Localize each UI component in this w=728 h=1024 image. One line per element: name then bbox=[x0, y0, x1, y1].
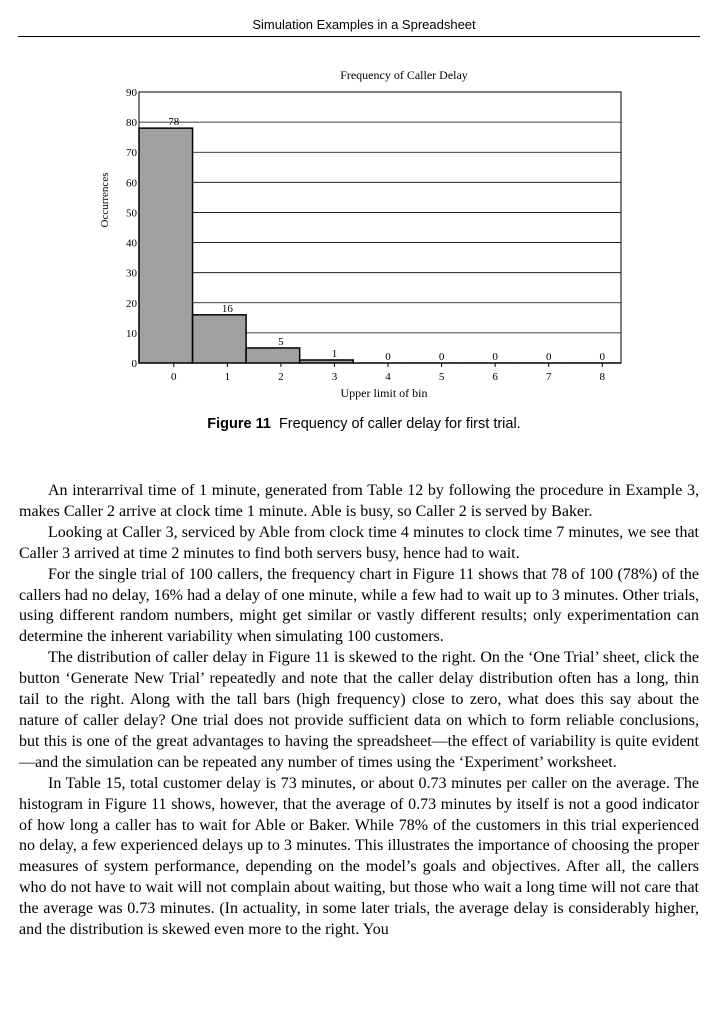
x-axis-label: Upper limit of bin bbox=[340, 386, 428, 400]
running-header: Simulation Examples in a Spreadsheet bbox=[252, 17, 476, 32]
y-tick-label: 80 bbox=[126, 117, 137, 130]
data-label: 0 bbox=[492, 351, 498, 363]
y-tick-label: 90 bbox=[126, 87, 137, 99]
data-label: 16 bbox=[221, 302, 233, 315]
y-tick-label: 40 bbox=[126, 237, 137, 250]
bar bbox=[139, 128, 193, 363]
y-tick-label: 60 bbox=[126, 177, 137, 190]
y-tick-label: 70 bbox=[126, 147, 137, 160]
chart-title: Frequency of Caller Delay bbox=[340, 68, 468, 82]
x-tick-label: 6 bbox=[492, 371, 498, 383]
y-tick-label: 30 bbox=[126, 267, 137, 280]
figure-caption-text: Frequency of caller delay for first trial. bbox=[278, 416, 521, 432]
data-label: 5 bbox=[278, 335, 284, 348]
data-label: 0 bbox=[545, 351, 552, 363]
x-tick-label: 3 bbox=[331, 371, 338, 383]
paragraph: An interarrival time of 1 minute, generated from Table 12 by following the procedure in Example 3, makes Caller 2 arrive at clock time 1 minute. Able is busy, so Caller 2 is served by Baker. bbox=[19, 482, 699, 520]
x-tick-label: 1 bbox=[224, 371, 231, 383]
x-tick-label: 8 bbox=[599, 371, 606, 383]
y-tick-label: 0 bbox=[131, 358, 137, 370]
data-label: 0 bbox=[385, 351, 391, 363]
body-text bbox=[19, 481, 699, 941]
y-tick-label: 20 bbox=[126, 297, 137, 310]
x-tick-label: 4 bbox=[385, 371, 391, 383]
bar bbox=[246, 348, 300, 363]
bar bbox=[300, 360, 354, 363]
data-label: 0 bbox=[438, 351, 445, 363]
data-label: 78 bbox=[168, 116, 180, 129]
figure-label: Figure 11 bbox=[207, 416, 271, 432]
y-axis-label: Occurrences bbox=[99, 172, 111, 228]
figure-caption bbox=[0, 416, 728, 432]
data-label: 1 bbox=[331, 347, 338, 360]
y-tick-label: 10 bbox=[126, 327, 137, 340]
x-tick-label: 5 bbox=[438, 371, 445, 383]
paragraph: For the single trial of 100 callers, the frequency chart in Figure 11 shows that 78 of 100 (78%) of the callers had no delay, 16% had a delay of one minute, while a few had to wait up to 3 minutes. Other trials, using different random numbers, might get similar or vastly different results; only experimentation can determine the inherent variability when simulating 100 customers. bbox=[19, 565, 699, 646]
y-tick-label: 50 bbox=[126, 207, 137, 220]
frequency-chart bbox=[0, 0, 728, 410]
x-tick-label: 7 bbox=[545, 371, 552, 383]
paragraph: In Table 15, total customer delay is 73 minutes, or about 0.73 minutes per caller on the average. The histogram in Figure 11 shows, however, that the average of 0.73 minutes by itself is not a good indicator of how long a caller has to wait for Able or Baker. While 78% of the customers in this trial experienced no delay, a few experienced delays up to 3 minutes. This illustrates the importance of choosing the proper measures of system performance, depending on the model’s goals and objectives. After all, the callers who do not have to wait will not complain about waiting, but those who wait a long time will not care that the average was 0.73 minutes. (In actuality, in some later trials, the average delay is considerably higher, and the distribution is skewed even more to the right. You bbox=[19, 774, 699, 939]
bar bbox=[193, 315, 247, 363]
data-label: 0 bbox=[599, 351, 606, 363]
paragraph: The distribution of caller delay in Figure 11 is skewed to the right. On the ‘One Trial’ sheet, click the button ‘Generate New Trial’ repeatedly and note that the caller delay distribution often has a long, thin tail to the right. Along with the tall bars (high frequency) close to zero, what does this say about the nature of caller delay? One trial does not provide sufficient data on which to form reliable conclusions, but this is one of the great advantages to having the spreadsheet—the effect of variability is quite evident—and the simulation can be repeated any number of times using the ‘Experiment’ worksheet. bbox=[19, 649, 699, 771]
x-tick-label: 0 bbox=[171, 371, 177, 383]
paragraph: Looking at Caller 3, serviced by Able from clock time 4 minutes to clock time 7 minutes, we see that Caller 3 arrived at time 2 minutes to find both servers busy, hence had to wait. bbox=[19, 523, 699, 562]
x-tick-label: 2 bbox=[278, 371, 284, 383]
